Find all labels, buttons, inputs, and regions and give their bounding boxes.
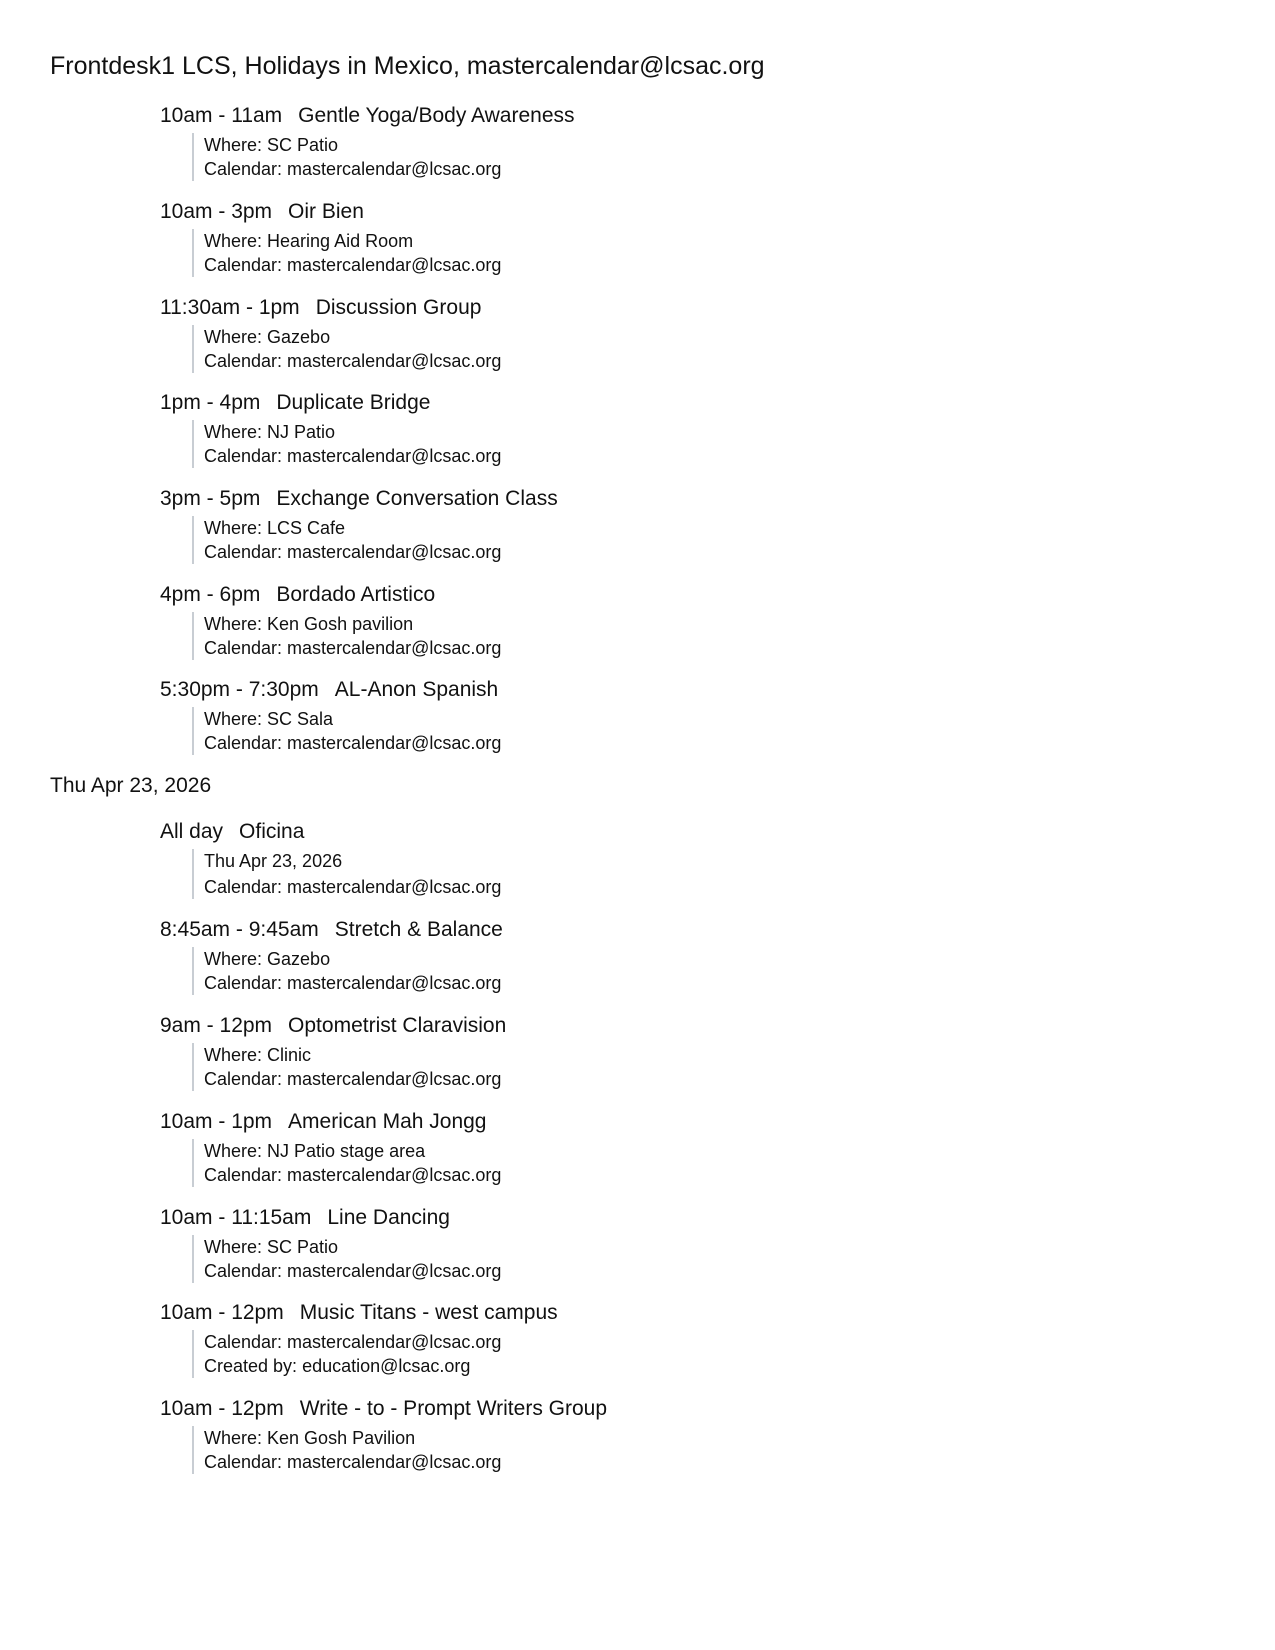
event-item [160,917,1160,995]
event-item [160,486,1160,564]
event-calendar [204,636,1160,660]
event-header[interactable] [160,677,1160,703]
page-title: Frontdesk1 LCS, Holidays in Mexico, mastercalendar@lcsac.org [50,52,765,80]
event-calendar [204,157,1160,181]
calendar-value: mastercalendar@lcsac.org [287,733,502,753]
event-item [160,819,1160,899]
event-details [192,1043,1160,1091]
event-header[interactable] [160,1300,1160,1326]
event-item [160,199,1160,277]
where-label: Where: [204,518,263,538]
event-header[interactable] [160,295,1160,321]
event-details [192,1426,1160,1474]
calendar-label: Calendar: [204,1332,283,1352]
calendar-label: Calendar: [204,1261,283,1281]
event-where [204,612,1160,636]
event-title: Gentle Yoga/Body Awareness [298,104,575,127]
event-item [160,295,1160,373]
where-label: Where: [204,422,263,442]
event-calendar [204,1067,1160,1091]
where-value: LCS Cafe [267,518,346,538]
event-title: Write - to - Prompt Writers Group [299,1397,608,1420]
event-item [160,390,1160,468]
calendar-label: Calendar: [204,1069,283,1089]
event-details [192,229,1160,277]
event-where [204,229,1160,253]
where-label: Where: [204,231,263,251]
calendar-value: mastercalendar@lcsac.org [287,1261,502,1281]
event-header[interactable] [160,1205,1160,1231]
calendar-label: Calendar: [204,733,283,753]
event-calendar [204,444,1160,468]
where-label: Where: [204,949,263,969]
event-header[interactable] [160,1109,1160,1135]
event-item [160,582,1160,660]
calendar-label: Calendar: [204,973,283,993]
where-label: Where: [204,1428,263,1448]
where-value: SC Patio [267,1237,339,1257]
event-where [204,420,1160,444]
event-details [192,612,1160,660]
event-details [192,1330,1160,1378]
calendar-label: Calendar: [204,1165,283,1185]
event-time: 10am - 1pm [160,1110,273,1133]
event-calendar [204,1330,1160,1354]
calendar-value: mastercalendar@lcsac.org [287,1452,502,1472]
event-time: 5:30pm - 7:30pm [160,678,319,701]
calendar-value: mastercalendar@lcsac.org [287,1165,502,1185]
event-title: Stretch & Balance [334,918,503,941]
created-by-label: Created by: [204,1356,298,1376]
where-value: Clinic [267,1045,312,1065]
calendar-label: Calendar: [204,877,283,897]
event-details [192,516,1160,564]
event-header[interactable] [160,1013,1160,1039]
calendar-value: mastercalendar@lcsac.org [287,638,502,658]
event-time: 11:30am - 1pm [160,296,300,319]
event-where [204,325,1160,349]
where-label: Where: [204,1141,263,1161]
event-time: 9am - 12pm [160,1014,273,1037]
calendar-value: mastercalendar@lcsac.org [287,351,502,371]
event-time: 10am - 11am [160,104,283,127]
event-header[interactable] [160,1396,1160,1422]
calendar-label: Calendar: [204,159,283,179]
event-calendar [204,1450,1160,1474]
event-calendar [204,349,1160,373]
event-calendar [204,253,1160,277]
event-calendar [204,875,1160,899]
event-title: Oir Bien [288,200,364,223]
event-created-by [204,1354,1160,1378]
calendar-label: Calendar: [204,351,283,371]
event-title: Oficina [239,820,305,843]
event-calendar [204,971,1160,995]
event-header[interactable] [160,917,1160,943]
where-value: Ken Gosh Pavilion [267,1428,416,1448]
calendar-label: Calendar: [204,446,283,466]
event-details [192,707,1160,755]
event-item [160,103,1160,181]
event-header[interactable] [160,199,1160,225]
event-title: Optometrist Claravision [288,1014,507,1037]
calendar-value: mastercalendar@lcsac.org [287,446,502,466]
event-time: 8:45am - 9:45am [160,918,319,941]
event-item [160,1396,1160,1474]
event-title: Exchange Conversation Class [276,487,558,510]
where-value: Hearing Aid Room [267,231,414,251]
created-by-value: education@lcsac.org [302,1356,471,1376]
event-title: AL-Anon Spanish [334,678,499,701]
event-details [192,133,1160,181]
event-details [192,1139,1160,1187]
calendar-label: Calendar: [204,1452,283,1472]
where-value: Gazebo [267,949,331,969]
where-label: Where: [204,327,263,347]
event-header[interactable] [160,103,1160,129]
event-details [192,325,1160,373]
where-label: Where: [204,1045,263,1065]
where-value: NJ Patio [267,422,336,442]
where-label: Where: [204,135,263,155]
event-title: Music Titans - west campus [299,1301,558,1324]
calendar-value: mastercalendar@lcsac.org [287,1332,502,1352]
calendar-value: mastercalendar@lcsac.org [287,159,502,179]
where-value: SC Sala [267,709,334,729]
calendar-label: Calendar: [204,255,283,275]
event-title: Duplicate Bridge [276,391,431,414]
event-details [192,947,1160,995]
calendar-value: mastercalendar@lcsac.org [287,255,502,275]
calendar-label: Calendar: [204,638,283,658]
event-where [204,516,1160,540]
event-where [204,1235,1160,1259]
event-item [160,1205,1160,1283]
where-value: Ken Gosh pavilion [267,614,414,634]
event-item [160,1013,1160,1091]
calendar-value: mastercalendar@lcsac.org [287,1069,502,1089]
event-calendar [204,540,1160,564]
event-title: Line Dancing [327,1206,450,1229]
event-time: 1pm - 4pm [160,391,261,414]
event-title: American Mah Jongg [288,1110,487,1133]
where-value: Gazebo [267,327,331,347]
event-title: Bordado Artistico [276,583,436,606]
event-where [204,133,1160,157]
event-header[interactable] [160,582,1160,608]
calendar-value: mastercalendar@lcsac.org [287,973,502,993]
calendar-label: Calendar: [204,542,283,562]
event-time: All day [160,820,224,843]
event-calendar [204,1259,1160,1283]
event-header[interactable] [160,390,1160,416]
event-time: 3pm - 5pm [160,487,261,510]
day-heading: Thu Apr 23, 2026 [50,774,212,797]
event-date: Thu Apr 23, 2026 [204,851,343,871]
where-value: SC Patio [267,135,339,155]
event-where [204,947,1160,971]
event-title: Discussion Group [315,296,482,319]
event-header[interactable] [160,486,1160,512]
calendar-value: mastercalendar@lcsac.org [287,542,502,562]
calendar-value: mastercalendar@lcsac.org [287,877,502,897]
where-label: Where: [204,709,263,729]
event-item [160,1109,1160,1187]
event-details [192,1235,1160,1283]
event-calendar [204,1163,1160,1187]
where-label: Where: [204,1237,263,1257]
event-details [192,420,1160,468]
event-details [192,849,1160,899]
event-item [160,1300,1160,1378]
where-label: Where: [204,614,263,634]
event-header[interactable] [160,819,1160,845]
event-time: 4pm - 6pm [160,583,261,606]
event-time: 10am - 3pm [160,200,273,223]
event-where [204,707,1160,731]
event-where [204,1043,1160,1067]
event-time: 10am - 11:15am [160,1206,312,1229]
event-time: 10am - 12pm [160,1397,284,1420]
where-value: NJ Patio stage area [267,1141,426,1161]
event-time: 10am - 12pm [160,1301,284,1324]
event-item [160,677,1160,755]
event-where [204,1426,1160,1450]
event-calendar [204,731,1160,755]
event-where [204,1139,1160,1163]
